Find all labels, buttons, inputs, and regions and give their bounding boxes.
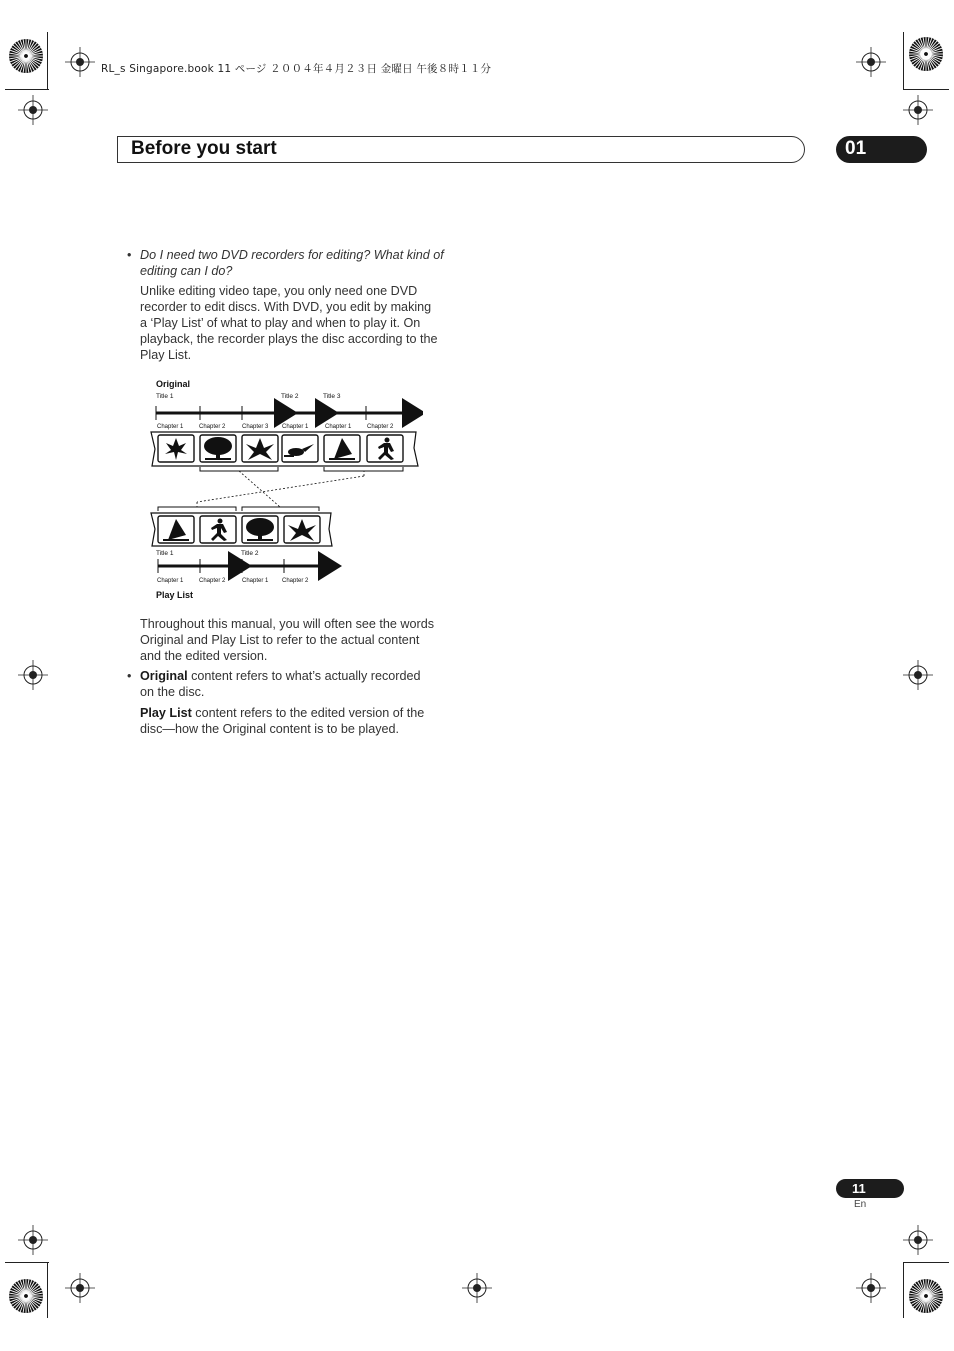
crosshair-icon	[18, 95, 48, 125]
playlist-definition	[140, 705, 452, 737]
text-line: and the edited version.	[140, 649, 268, 663]
chapter-label: Chapter 3	[242, 424, 269, 430]
title-label: Title 3	[323, 393, 341, 400]
crosshair-icon	[65, 1273, 95, 1303]
crop-mark	[903, 1262, 949, 1263]
chapter-label: Chapter 1	[282, 424, 309, 430]
crop-mark	[903, 32, 904, 90]
text-line: Play List.	[140, 348, 192, 362]
title-label: Title 1	[156, 393, 174, 400]
text-line: disc—how the Original content is to be played.	[140, 722, 400, 736]
text-line: Unlike editing video tape, you only need one DVD	[140, 284, 418, 298]
playlist-diagram	[148, 376, 423, 606]
page-title: Before you start	[131, 138, 277, 159]
crosshair-icon	[903, 1225, 933, 1255]
chapter-label: Chapter 2	[282, 578, 309, 584]
crop-mark	[47, 32, 48, 90]
registration-sunburst-icon	[8, 38, 44, 74]
crosshair-icon	[462, 1273, 492, 1303]
term-playlist: Play List	[140, 706, 192, 720]
crosshair-icon	[856, 47, 886, 77]
chapter-label: Chapter 1	[157, 578, 184, 584]
faq-answer	[140, 283, 452, 363]
title-label: Title 2	[281, 393, 299, 400]
faq-question: Do I need two DVD recorders for editing? What kind of editing can I do?	[140, 248, 444, 278]
crosshair-icon	[903, 660, 933, 690]
page-badge	[836, 1179, 904, 1198]
crosshair-icon	[18, 1225, 48, 1255]
registration-sunburst-icon	[8, 1278, 44, 1314]
original-definition	[140, 668, 452, 700]
playlist-label: Play List	[156, 590, 194, 600]
chapter-label: Chapter 2	[199, 424, 226, 430]
crop-mark	[5, 89, 49, 90]
text-line: playback, the recorder plays the disc according to the	[140, 332, 438, 346]
crop-mark	[47, 1262, 48, 1318]
chapter-label: Chapter 1	[242, 578, 269, 584]
term-original: Original	[140, 669, 188, 683]
page-number: 11	[852, 1181, 866, 1196]
crosshair-icon	[65, 47, 95, 77]
playlist-film-strip	[151, 513, 332, 546]
crosshair-icon	[903, 95, 933, 125]
bullet: •	[127, 248, 132, 262]
original-label: Original	[156, 379, 191, 389]
chapter-label: Chapter 1	[325, 424, 352, 430]
crop-mark	[5, 1262, 49, 1263]
chapter-label: Chapter 2	[367, 424, 394, 430]
text-line: on the disc.	[140, 685, 205, 699]
crop-mark	[903, 1262, 904, 1318]
crosshair-icon	[856, 1273, 886, 1303]
title-label: Title 1	[156, 550, 174, 557]
crop-mark	[903, 89, 949, 90]
chapter-number: 01	[845, 138, 867, 159]
text-line: content refers to the edited version of the	[191, 706, 425, 720]
page-language: En	[854, 1199, 867, 1210]
text-line: Original and Play List to refer to the actual content	[140, 633, 420, 647]
chapter-label: Chapter 2	[199, 578, 226, 584]
file-info: RL_s Singapore.book 11 ページ ２００４年４月２３日 金曜日 午後８時１１分	[101, 63, 492, 75]
text-line: recorder to edit discs. With DVD, you edit by making	[140, 300, 432, 314]
text-line: a ‘Play List’ of what to play and when to play it. On	[140, 316, 421, 330]
registration-sunburst-icon	[908, 1278, 944, 1314]
bullet: •	[127, 669, 132, 683]
text-line: Throughout this manual, you will often see the words	[140, 617, 435, 631]
crosshair-icon	[18, 660, 48, 690]
chapter-label: Chapter 1	[157, 424, 184, 430]
title-label: Title 2	[241, 550, 259, 557]
original-film-strip	[151, 432, 418, 466]
registration-sunburst-icon	[908, 36, 944, 72]
paragraph	[140, 616, 452, 664]
text-line: content refers to what’s actually recorded	[187, 669, 421, 683]
